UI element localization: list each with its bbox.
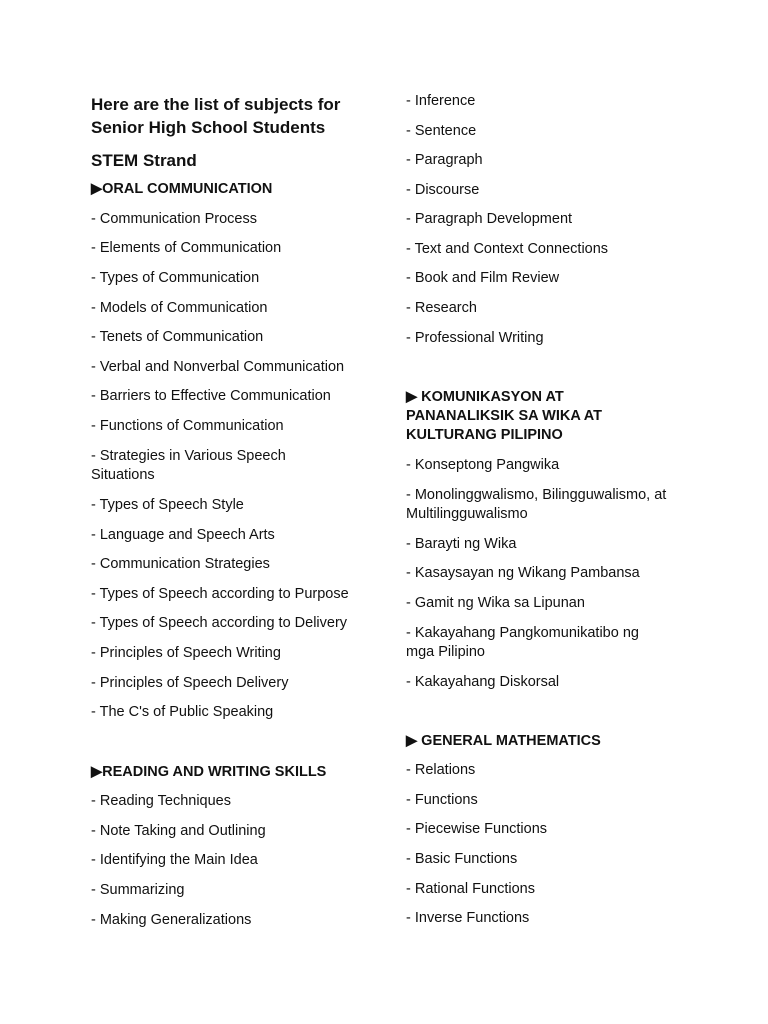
- list-item: - Language and Speech Arts: [91, 527, 275, 543]
- list-item: - Gamit ng Wika sa Lipunan: [406, 595, 585, 611]
- list-item: - Basic Functions: [406, 851, 518, 867]
- list-item: - Kakayahang Pangkomunikatibo ng: [406, 625, 639, 641]
- list-item: - Piecewise Functions: [406, 821, 548, 837]
- list-item: - Barayti ng Wika: [406, 536, 517, 552]
- list-item: - Communication Strategies: [91, 556, 270, 572]
- list-item: - Relations: [406, 762, 476, 778]
- strand-title: STEM Strand: [91, 151, 197, 170]
- list-item: - Paragraph: [406, 152, 483, 168]
- list-item-continuation: mga Pilipino: [406, 644, 485, 660]
- list-item: - Strategies in Various Speech: [91, 448, 286, 464]
- list-item: - Text and Context Connections: [406, 241, 609, 257]
- list-item: - Sentence: [406, 123, 477, 139]
- list-item: - Verbal and Nonverbal Communication: [91, 359, 345, 375]
- list-item: - Barriers to Effective Communication: [91, 388, 331, 404]
- list-item: - Making Generalizations: [91, 912, 252, 928]
- list-item: - Types of Communication: [91, 270, 260, 286]
- list-item: - Summarizing: [91, 882, 185, 898]
- list-item-continuation: Situations: [91, 467, 155, 483]
- list-item: - Book and Film Review: [406, 270, 560, 286]
- list-item: - Principles of Speech Writing: [91, 645, 281, 661]
- list-item: - Inference: [406, 93, 476, 109]
- section-heading-reading-writing: ▶READING AND WRITING SKILLS: [91, 764, 327, 780]
- list-item: - Functions: [406, 792, 478, 808]
- list-item: - Types of Speech according to Purpose: [91, 586, 349, 602]
- list-item: - Rational Functions: [406, 881, 535, 897]
- list-item: - Functions of Communication: [91, 418, 284, 434]
- list-item: - Kakayahang Diskorsal: [406, 674, 560, 690]
- list-item: - Communication Process: [91, 211, 257, 227]
- list-item: - Types of Speech Style: [91, 497, 244, 513]
- list-item-continuation: Multilingguwalismo: [406, 506, 528, 522]
- list-item: - Professional Writing: [406, 330, 544, 346]
- list-item: - Discourse: [406, 182, 480, 198]
- section-heading-komunikasyon-line-1: ▶ KOMUNIKASYON AT: [406, 389, 564, 405]
- section-heading-komunikasyon-line-3: KULTURANG PILIPINO: [406, 427, 563, 443]
- list-item: - Inverse Functions: [406, 910, 530, 926]
- list-item: - Konseptong Pangwika: [406, 457, 560, 473]
- list-item: - Models of Communication: [91, 300, 268, 316]
- list-item: - Identifying the Main Idea: [91, 852, 258, 868]
- section-heading-komunikasyon-line-2: PANANALIKSIK SA WIKA AT: [406, 408, 603, 424]
- list-item: - Types of Speech according to Delivery: [91, 615, 348, 631]
- list-item: - The C's of Public Speaking: [91, 704, 274, 720]
- document-title-line-1: Here are the list of subjects for: [91, 95, 341, 114]
- list-item: - Kasaysayan ng Wikang Pambansa: [406, 565, 640, 581]
- list-item: - Paragraph Development: [406, 211, 573, 227]
- list-item: - Monolinggwalismo, Bilingguwalismo, at: [406, 487, 667, 503]
- section-heading-general-mathematics: ▶ GENERAL MATHEMATICS: [406, 733, 601, 749]
- list-item: - Reading Techniques: [91, 793, 231, 809]
- section-heading-oral-communication: ▶ORAL COMMUNICATION: [91, 181, 273, 197]
- list-item: - Tenets of Communication: [91, 329, 264, 345]
- list-item: - Principles of Speech Delivery: [91, 675, 289, 691]
- list-item: - Elements of Communication: [91, 240, 282, 256]
- list-item: - Note Taking and Outlining: [91, 823, 266, 839]
- list-item: - Research: [406, 300, 477, 316]
- document-title-line-2: Senior High School Students: [91, 118, 326, 137]
